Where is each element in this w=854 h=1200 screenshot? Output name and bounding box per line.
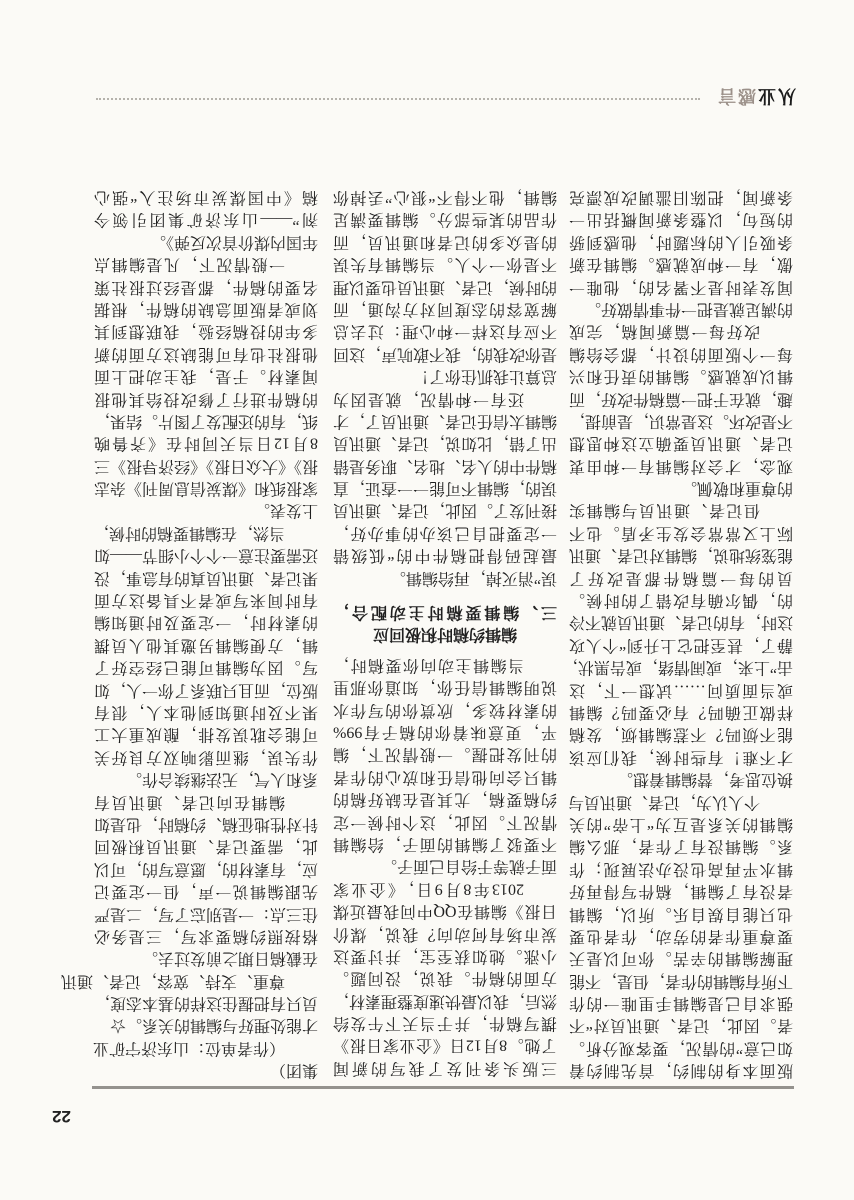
text-line: 此，需要记者、通讯员积极回 — [94, 837, 318, 855]
text-line: 改好每一篇新闻稿，完成 — [569, 322, 760, 340]
text-line: 有时间来写或者不具备这方面 — [94, 591, 318, 609]
text-line: 集团） — [269, 1061, 318, 1079]
text-line: 的稿件进行了修改投给其他报 — [94, 389, 318, 407]
text-line: 写。因为编辑可能已经空好了 — [94, 658, 318, 676]
text-line: 稿《中国煤炭市场注入“强心 — [94, 188, 318, 206]
text-line: 但记者、通讯员与编辑实 — [569, 501, 760, 519]
text-line: 是你改我的，我不敢吭声，这回 — [332, 345, 557, 363]
text-line: 不要驳了编辑的面子，给编辑 — [333, 835, 557, 853]
text-line: 不应有这样一种心理：过去总 — [333, 322, 557, 340]
text-line: 的刊发把握。一般情况下，编 — [333, 745, 557, 763]
text-line: 际上又常常会发生矛盾。也不 — [569, 524, 793, 542]
text-line: 误的，编辑不可能一一查证，直 — [332, 479, 557, 497]
text-line: 辑只会向他信任和放心的作者 — [333, 768, 557, 786]
text-line: 的满足就是把一件事情做好。 — [584, 300, 793, 318]
text-line: 的短句，以整条新闻概括出一 — [569, 210, 793, 228]
text-line: 也只能自娱自乐。所以，编辑 — [569, 904, 793, 922]
text-line: 一定要把自己该办的事办好， — [333, 524, 557, 542]
footer-rule — [92, 1086, 794, 1089]
text-line: 2013年8月9日，《企业家 — [333, 880, 524, 898]
text-line: 理解编辑的辛苦。你可以是天 — [569, 949, 793, 967]
text-line: 者。因此，记者、通讯员对“不 — [569, 1016, 793, 1034]
text-line: 的是众多的记者和通讯员，而 — [333, 233, 557, 251]
running-head — [716, 84, 796, 108]
text-line: 编辑，他不得不“狠心”丢掉你 — [333, 188, 557, 206]
text-line: 者没有了编辑，稿件写得再好 — [569, 882, 793, 900]
running-head-secondary: 感言 — [716, 86, 756, 106]
text-line: 的时候，记者、通讯员也要以理 — [332, 277, 557, 295]
text-line: 强求自己是编辑手里唯一的作 — [569, 994, 793, 1012]
text-line: 面子就等于给自己面子。 — [380, 857, 557, 875]
text-line: 先跟编辑说一声，但一定要记 — [94, 882, 318, 900]
section-heading-line: 编辑约稿时积极回应 — [373, 625, 518, 643]
text-line: 还有一种情况，就是因为 — [333, 389, 524, 407]
text-line: 下所有编辑的作者，但是，不能 — [568, 972, 793, 990]
text-column-middle — [333, 185, 557, 1078]
text-line: 编辑的关系是互为“上帝”的关 — [569, 815, 793, 833]
text-line: 编辑太信任记者、通讯员了，才 — [332, 412, 557, 430]
text-line: 闻发表时是不署名的，他唯一 — [569, 277, 793, 295]
text-line: 还需要注意一个个小细节——如 — [93, 546, 318, 564]
text-line: （作者单位：山东济宁矿业 — [92, 1039, 285, 1057]
text-line: 然后，我以最快速度整理素材， — [332, 992, 557, 1010]
text-line: 稿件中的人名、地名、职务是错 — [332, 457, 557, 475]
text-line: 员的每一篇稿件都是改好了 — [569, 569, 793, 587]
text-line: 可能会耽误发排，酿成重大工 — [94, 725, 318, 743]
text-line: 才不难！有些时候，我们应该 — [569, 748, 793, 766]
text-line: 静了，甚至把它上升到“个人攻 — [569, 636, 793, 654]
text-column-left — [60, 185, 318, 1081]
text-line: 剂”——山东济矿集团引领今 — [94, 210, 318, 228]
text-line: 报》《大众日报》《经济导报》三 — [93, 457, 318, 475]
text-line: 员只有把握住这样的基本态度， — [93, 994, 318, 1012]
text-line: 果不及时通知到他本人，很有 — [94, 703, 318, 721]
text-line: 样做正确吗？有必要吗？编辑 — [569, 703, 793, 721]
text-line: 炭市场有何动向？我说，煤价 — [333, 924, 557, 942]
text-line: 不是你一个人。当编辑有失误 — [333, 255, 557, 273]
text-line: 方面的稿件。我说，没问题。 — [333, 969, 557, 987]
text-line: 解宽容的态度同对方沟通，而 — [333, 300, 557, 318]
text-line: 能笼统地说，编辑对记者、通讯 — [568, 546, 793, 564]
text-line: 名要的稿件，都是经过报社策 — [94, 277, 318, 295]
text-line: 编辑在向记者、通讯员有 — [94, 792, 285, 810]
text-line: 8月12日当天同时在《齐鲁晚 — [94, 434, 318, 452]
text-line: 年国内煤价首次反弹》。 — [149, 233, 318, 251]
text-line: 趣，就在于把一篇稿件改好，而 — [568, 389, 793, 407]
text-line: 了她。8月12日《企业家日报》 — [333, 1036, 557, 1054]
text-line: 情况下。因此，这个时候一定 — [333, 812, 557, 830]
text-line: 当然，在编辑要稿的时候， — [92, 524, 285, 542]
text-line: 条新闻，把陈旧滥调改成漂亮 — [569, 188, 793, 206]
text-line: 个人认为，记者、通讯员与 — [567, 792, 760, 810]
text-line: 版面本身的制约，首先制约着 — [569, 1061, 793, 1079]
text-line: 约稿要稿，尤其是在缺好稿的 — [333, 790, 557, 808]
text-line: 条吸引人的标题时，他感到骄 — [569, 233, 793, 251]
text-line: 如己意”的情况，要客观分析。 — [569, 1039, 793, 1057]
text-line: 版位，而且只联系了你一人，如 — [93, 680, 318, 698]
text-line: 果记者、通讯员真的有急事，没 — [93, 569, 318, 587]
text-line: 针对性地征稿、约稿时，也是如 — [93, 815, 318, 833]
text-line: 应，有素材的，愿意写的，可以 — [93, 860, 318, 878]
text-line: 系。编辑没有了作者，那么编 — [569, 837, 793, 855]
header-divider — [96, 98, 700, 100]
text-line: 辑水平再高也没办法展现；作 — [569, 860, 793, 878]
text-line: 一般情况下，凡是编辑点 — [94, 255, 285, 273]
text-line: 击”上来，或闹情绪，或告黑状， — [561, 658, 793, 676]
text-line: 的素材时，一定要及时通知编 — [94, 613, 318, 631]
text-line: 出了错，比如说，记者、通讯员 — [332, 434, 557, 452]
text-line: 才能处理好与编辑的关系。☆ — [109, 1016, 318, 1034]
section-heading-line: 三、编辑要稿时主动配合， — [333, 603, 557, 621]
text-line: 他报社也有可能缺这方面的新 — [94, 345, 318, 363]
page-number: 22 — [52, 1107, 71, 1126]
text-line: 接刊发了。因此，记者、通讯员 — [332, 501, 557, 519]
text-line: 的，偶尔确有改错了的时候。 — [569, 591, 793, 609]
text-line: 不是改坏。这是常识，是前提， — [568, 412, 793, 430]
text-line: 误”消灭掉，再给编辑。 — [389, 569, 557, 587]
text-line: 辑以成就感。编辑的责任和兴 — [569, 367, 793, 385]
text-line: 记者、通讯员要确立这种思想 — [569, 434, 793, 452]
text-line: 系和人气，无法继续合作。 — [125, 770, 318, 788]
text-line: 当编辑主动向你要稿时， — [333, 656, 524, 674]
text-line: 日报》编辑在QQ中问我最近煤 — [333, 902, 557, 920]
text-line: 平，更意味着你的稿子有99% — [333, 723, 557, 741]
text-line: 撰写稿件，并于当天下午发给 — [333, 1014, 557, 1032]
text-line: 上发表。 — [253, 501, 318, 519]
running-head-primary: 从业 — [756, 86, 796, 106]
text-line: 划或者版面急缺的稿件，根据 — [94, 300, 318, 318]
text-line: 要尊重作者的劳动，作者也要 — [569, 927, 793, 945]
text-line: 的素材较多，欣赏你的写作水 — [333, 700, 557, 718]
text-line: 的尊重和敬佩。 — [680, 479, 793, 497]
text-line: 这时，有的记者、通讯员就不冷 — [568, 613, 793, 631]
text-line: 住三点：一是别忘了写，二是严 — [93, 904, 318, 922]
text-line: 能不烦吗？不惹编辑烦，发稿 — [569, 725, 793, 743]
text-line: 纸，有的还配发了图片。结果， — [93, 412, 318, 430]
text-line: 格按照约稿要求写，三是务必 — [94, 927, 318, 945]
text-line: 作品的某些部分。编辑要满足 — [333, 210, 557, 228]
text-line: 辑，方便编辑另邀其他人员撰 — [94, 636, 318, 654]
text-line: 小涨。她如获至宝，并讨要这 — [333, 947, 557, 965]
text-line: 傲，有一种成就感。编辑在新 — [569, 255, 793, 273]
text-line: 换位思考，替编辑着想。 — [616, 770, 793, 788]
text-line: 闻素材。于是，我主动把上面 — [94, 367, 318, 385]
text-column-right — [561, 185, 793, 1081]
text-line: 或当面质问……试想一下，这 — [569, 680, 793, 698]
text-line: 在截稿日期之前发过去。 — [141, 949, 318, 967]
text-line: 多年的投稿经验，我联想到其 — [94, 322, 318, 340]
text-line: 观念，才会对编辑有一种由衷 — [569, 457, 793, 475]
text-line: 尊重、支持、宽容，记者、通讯 — [60, 972, 285, 990]
text-line: 家报纸和《煤炭信息周刊》杂志 — [93, 479, 318, 497]
text-line: 作失误，继而影响双方良好关 — [94, 748, 318, 766]
text-line: 每一个版面的设计，都会给编 — [569, 345, 793, 363]
text-line: 说明编辑信任你，知道你那里 — [333, 678, 557, 696]
text-line: 三版头条刊发了我写的新闻 — [333, 1059, 557, 1077]
text-line: 最起码得把稿件中的“低级错 — [333, 546, 557, 564]
text-line: 总算让我抓住你了！ — [412, 367, 557, 385]
